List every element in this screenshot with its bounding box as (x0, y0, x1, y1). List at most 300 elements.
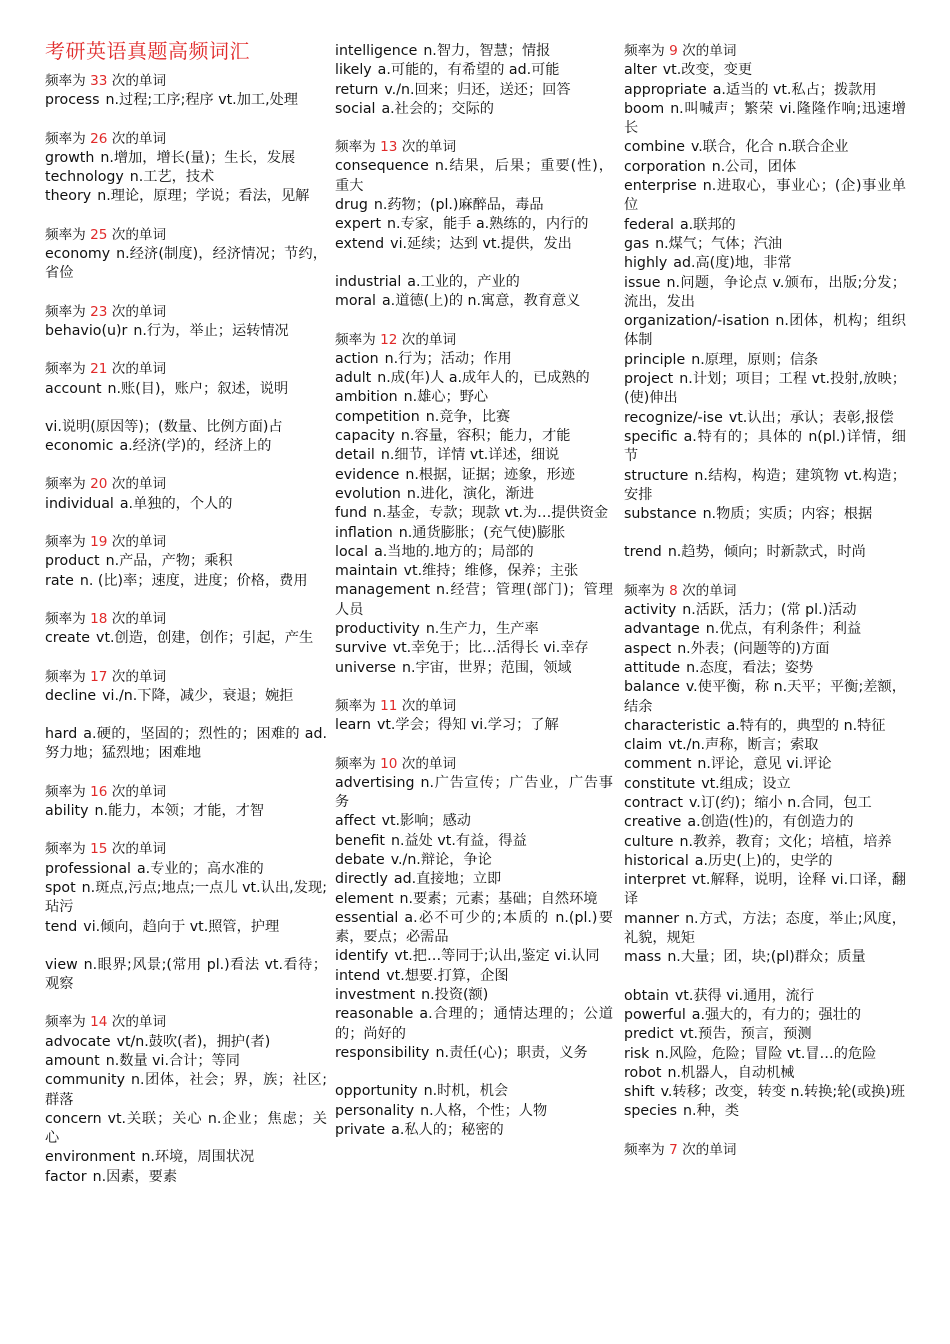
blank-line (624, 968, 906, 987)
frequency-section (624, 582, 906, 1122)
frequency-section (335, 331, 613, 678)
vocab-word: fund (335, 505, 367, 522)
vocab-word: enterprise (624, 178, 697, 195)
vocab-entry (624, 158, 906, 177)
frequency-heading (45, 72, 327, 91)
vocab-word: project (624, 371, 674, 388)
vocab-entry (45, 437, 327, 456)
frequency-heading (335, 697, 613, 716)
frequency-count: 12 (380, 331, 398, 348)
vocab-definition: a.单独的，个人的 (119, 495, 233, 512)
vocab-entry (335, 1005, 613, 1044)
vocab-definition: n.责任(心)；职责，义务 (435, 1044, 588, 1061)
vocab-entry (624, 274, 906, 313)
vocab-entry (624, 235, 906, 254)
frequency-suffix: 次的单词 (107, 841, 167, 858)
vocab-definition: vi.说明(原因等)；(数量、比例方面)占 (45, 418, 283, 435)
frequency-section (624, 1141, 906, 1160)
vocab-definition: n.容量，容积；能力，才能 (400, 428, 571, 445)
vocab-entry (45, 956, 327, 995)
frequency-prefix: 频率为 (45, 841, 91, 858)
vocab-definition: n.原理，原则；信条 (691, 351, 819, 368)
vocab-word: ambition (335, 389, 398, 406)
vocab-definition: v.使平衡，称 n.天平；平衡;差额，结余 (624, 679, 906, 715)
vocab-definition: vt.获得 vi.通用，流行 (674, 987, 815, 1004)
vocab-definition: n.通货膨胀；(充气使)膨胀 (398, 524, 566, 541)
vocab-entry (335, 562, 613, 581)
frequency-prefix: 频率为 (45, 130, 91, 147)
vocab-word: characteristic (624, 717, 721, 734)
vocab-definition: n.斑点,污点;地点;一点儿 vt.认出,发现;玷污 (45, 879, 327, 916)
vocab-entry (45, 1168, 327, 1187)
vocab-entry (335, 408, 613, 427)
vocab-definition: a.专业的；高水准的 (136, 860, 264, 877)
vocab-definition: n.方式，方法；态度，举止;风度，礼貌，规矩 (624, 910, 906, 947)
vocab-entry (335, 659, 613, 678)
vocab-entry (335, 909, 613, 948)
vocab-definition: n.细节，详情 vt.详述，细说 (380, 447, 560, 464)
vocab-entry (45, 380, 327, 399)
vocab-definition: n.工艺，技术 (129, 169, 215, 186)
vocab-entry (624, 871, 906, 910)
frequency-suffix: 次的单词 (107, 226, 167, 243)
vocab-entry (335, 1044, 613, 1063)
vocab-word: detail (335, 447, 375, 464)
frequency-heading (45, 1013, 327, 1032)
frequency-section (624, 42, 906, 563)
vocab-entry (624, 620, 906, 639)
vocab-definition: a.必不可少的;本质的 n.(pl.)要素，要点；必需品 (335, 909, 613, 946)
vocab-entry (335, 1082, 613, 1101)
vocab-entry (335, 986, 613, 1005)
vocab-definition: n.竞争，比赛 (425, 408, 511, 425)
vocab-definition: n.智力，智慧；情报 (423, 43, 551, 59)
vocab-entry (45, 860, 327, 879)
vocab-word: historical (624, 852, 689, 869)
vocab-word: action (335, 350, 379, 367)
vocab-definition: n.结果，后果；重要(性)，重大 (335, 158, 613, 194)
frequency-count: 26 (90, 130, 108, 147)
vocab-definition: a.经济(学)的，经济上的 (119, 438, 272, 455)
vocab-definition: n.药物；(pl.)麻醉品，毒品 (373, 197, 544, 214)
vocab-word: theory (45, 188, 92, 205)
vocab-entry (335, 774, 613, 813)
vocab-definition: a.私人的；秘密的 (391, 1121, 504, 1138)
frequency-heading (45, 610, 327, 629)
frequency-prefix: 频率为 (45, 226, 91, 243)
vocab-entry (45, 918, 327, 937)
vocab-definition: vt.关联；关心 n.企业；焦虑；关心 (45, 1110, 327, 1147)
vocab-entry (624, 61, 906, 80)
vocab-entry (624, 138, 906, 157)
vocab-word: species (624, 1103, 677, 1120)
vocab-word: advertising (335, 774, 415, 791)
frequency-section (45, 303, 327, 342)
vocab-word: specific (624, 428, 678, 445)
vocab-definition: n.团体，机构；组织体制 (624, 313, 906, 349)
vocab-definition: n.宇宙，世界；范围，领域 (402, 659, 572, 676)
frequency-prefix: 频率为 (45, 668, 91, 685)
vocab-definition: a.历史(上)的，史学的 (694, 852, 833, 869)
vocab-entry (335, 81, 613, 100)
vocab-entry (624, 254, 906, 273)
vocab-entry (335, 388, 613, 407)
vocab-definition: n.种，类 (683, 1103, 740, 1120)
vocab-definition: n.益处 vt.有益，得益 (390, 832, 527, 849)
vocab-definition: vt.把…等同于;认出,鉴定 vi.认同 (394, 948, 600, 965)
vocab-word: claim (624, 737, 663, 754)
vocab-entry (335, 292, 613, 311)
vocab-entry (45, 1110, 327, 1149)
vocab-entry (335, 273, 613, 292)
frequency-heading (335, 755, 613, 774)
vocab-word: constitute (624, 775, 696, 792)
vocab-entry (335, 369, 613, 388)
frequency-suffix: 次的单词 (107, 303, 167, 320)
vocab-word: tend (45, 918, 78, 935)
vocab-entry (624, 428, 906, 467)
vocab-entry (45, 149, 327, 168)
vocab-word: moral (335, 293, 376, 310)
vocab-definition: vt.解释，说明，诠释 vi.口译，翻译 (624, 872, 906, 908)
vocab-entry (624, 1064, 906, 1083)
vocab-word: competition (335, 408, 420, 425)
vocab-word: rate (45, 572, 74, 589)
vocab-entry (624, 467, 906, 506)
vocab-definition: a.当地的.地方的；局部的 (374, 543, 534, 560)
vocab-entry (624, 775, 906, 794)
vocab-word: obtain (624, 987, 669, 1004)
vocab-definition: n.雄心；野心 (403, 389, 489, 406)
blank-line (335, 254, 613, 273)
vocab-entry (624, 100, 906, 139)
vocab-entry (624, 81, 906, 100)
vocab-definition: v.联合，化合 n.联合企业 (690, 139, 849, 156)
vocab-word: appropriate (624, 81, 707, 98)
frequency-suffix: 次的单词 (107, 73, 167, 89)
vocab-word: responsibility (335, 1044, 430, 1061)
vocab-word: evidence (335, 466, 400, 483)
vocab-entry (45, 552, 327, 571)
vocab-word: likely (335, 62, 372, 79)
vocab-definition: a.工业的，产业的 (407, 273, 520, 290)
vocab-definition: n.活跃，活力；(常 pl.)活动 (682, 602, 857, 619)
vocab-entry (335, 947, 613, 966)
vocab-entry (45, 572, 327, 591)
column-3 (624, 36, 906, 1160)
vocab-entry (624, 1045, 906, 1064)
vocab-definition: n.煤气；气体；汽油 (655, 235, 783, 252)
vocab-definition: a.创造(性)的，有创造力的 (687, 814, 854, 831)
frequency-heading (45, 360, 327, 379)
frequency-section (45, 130, 327, 207)
vocab-word: boom (624, 100, 665, 117)
vocab-definition: vi.延续；达到 vt.提供，发出 (390, 235, 572, 252)
vocab-entry (45, 687, 327, 706)
frequency-section (45, 840, 327, 994)
vocab-word: professional (45, 860, 131, 877)
frequency-count: 7 (669, 1141, 678, 1158)
frequency-prefix: 频率为 (624, 1141, 670, 1158)
vocab-definition: n.趋势，倾向；时新款式，时尚 (667, 544, 866, 561)
vocab-word: expert (335, 216, 382, 233)
vocab-entry (335, 427, 613, 446)
vocab-entry (624, 794, 906, 813)
vocab-word: issue (624, 274, 661, 291)
vocab-entry (335, 504, 613, 523)
vocab-definition: vt/n.鼓吹(者)，拥护(者) (116, 1033, 271, 1050)
vocab-definition: vt.维持；维修，保养；主张 (403, 563, 579, 580)
vocab-word: debate (335, 851, 385, 868)
frequency-prefix: 频率为 (335, 331, 381, 348)
vocab-definition: n.计划；项目；工程 vt.投射,放映；(使)伸出 (624, 371, 906, 407)
frequency-count: 25 (90, 226, 108, 243)
frequency-count: 18 (90, 610, 108, 627)
vocab-word: structure (624, 467, 689, 484)
frequency-prefix: 频率为 (45, 361, 91, 378)
frequency-prefix: 频率为 (45, 73, 91, 89)
vocab-word: advantage (624, 621, 700, 638)
vocab-definition: n.结构，构造；建筑物 vt.构造；安排 (624, 467, 906, 503)
vocab-word: gas (624, 235, 650, 252)
frequency-section (45, 533, 327, 591)
frequency-count: 10 (380, 755, 398, 772)
vocab-definition: vt.学会；得知 vi.学习；了解 (376, 717, 559, 734)
vocab-entry (335, 235, 613, 254)
vocab-definition: n.专家，能手 a.熟练的，内行的 (387, 216, 589, 233)
frequency-heading (45, 303, 327, 322)
vocab-definition: a.联邦的 (679, 216, 736, 233)
vocab-word: essential (335, 909, 399, 926)
vocab-entry (335, 851, 613, 870)
vocab-entry (335, 1121, 613, 1140)
vocab-definition: n.根据，证据；迹象，形迹 (405, 466, 575, 483)
frequency-heading (45, 840, 327, 859)
frequency-suffix: 次的单词 (107, 610, 167, 627)
frequency-section (45, 475, 327, 514)
vocab-definition: n.行为，举止；运转情况 (133, 322, 289, 339)
vocab-word: environment (45, 1149, 136, 1166)
vocab-definition: a.合理的；通情达理的；公道的；尚好的 (335, 1006, 613, 1042)
frequency-prefix: 频率为 (335, 139, 381, 156)
vocab-word: principle (624, 351, 686, 368)
frequency-count: 11 (380, 697, 398, 714)
frequency-section (45, 783, 327, 822)
column-1 (45, 36, 327, 1187)
vocab-entry (335, 446, 613, 465)
vocab-definition: a.道德(上)的 n.寓意，教育意义 (381, 293, 581, 310)
vocab-definition: v./n.辩论，争论 (390, 851, 492, 868)
frequency-section (45, 1013, 327, 1187)
vocab-word: affect (335, 813, 376, 830)
vocab-entry (335, 543, 613, 562)
vocab-definition: n.经济(制度)，经济情况；节约，省俭 (45, 246, 327, 282)
vocab-word: aspect (624, 640, 672, 657)
vocab-definition: a.特有的；具体的 n(pl.)详情，细节 (624, 428, 906, 465)
vocab-entry (624, 177, 906, 216)
vocab-word: robot (624, 1064, 662, 1081)
vocab-word: substance (624, 506, 697, 523)
vocab-entry (335, 215, 613, 234)
frequency-section (45, 610, 327, 649)
vocab-definition: n.态度，看法；姿势 (686, 659, 814, 676)
vocab-definition: n.成(年)人 a.成年人的，已成熟的 (377, 370, 590, 387)
vocab-definition: a.特有的，典型的 n.特征 (726, 717, 886, 734)
vocab-word: activity (624, 602, 677, 619)
frequency-suffix: 次的单词 (107, 668, 167, 685)
vocab-entry (624, 601, 906, 620)
frequency-suffix: 次的单词 (397, 139, 457, 156)
frequency-suffix: 次的单词 (107, 476, 167, 493)
vocab-definition: n.团体，社会；界，族；社区;群落 (45, 1072, 327, 1108)
vocab-definition: a.强大的，有力的；强壮的 (691, 1006, 862, 1023)
vocab-word: attitude (624, 659, 681, 676)
frequency-heading (45, 783, 327, 802)
frequency-count: 21 (90, 361, 108, 378)
vocab-definition: n.公司，团体 (711, 158, 797, 175)
vocab-definition: v.订(约)；缩小 n.合同，包工 (688, 794, 872, 811)
vocab-entry (624, 987, 906, 1006)
vocab-definition: n.风险，危险；冒险 vt.冒…的危险 (655, 1045, 877, 1062)
vocab-word: highly (624, 255, 668, 272)
frequency-count: 14 (90, 1014, 108, 1031)
vocab-word: create (45, 630, 91, 647)
vocab-entry (335, 100, 613, 119)
vocab-definition: n.大量；团，块;(pl)群众；质量 (667, 949, 866, 966)
vocab-word: federal (624, 216, 674, 233)
vocab-word: contract (624, 794, 683, 811)
frequency-section (45, 226, 327, 284)
vocab-definition: n.外表；(问题等的)方面 (677, 640, 830, 657)
vocab-word: amount (45, 1052, 100, 1069)
vocab-word: combine (624, 139, 685, 156)
vocab-definition: vt.改变，变更 (662, 62, 753, 79)
frequency-prefix: 频率为 (45, 1014, 91, 1031)
vocab-entry (45, 1052, 327, 1071)
vocab-word: directly (335, 871, 388, 888)
vocab-word: mass (624, 949, 662, 966)
blank-line (335, 1063, 613, 1082)
vocab-word: benefit (335, 832, 385, 849)
vocab-definition: vt.创造，创建，创作；引起，产生 (96, 630, 314, 647)
vocab-entry (45, 1071, 327, 1110)
frequency-prefix: 频率为 (45, 783, 91, 800)
vocab-word: drug (335, 197, 368, 214)
vocab-definition: n.问题，争论点 v.颁布，出版;分发；流出，发出 (624, 274, 906, 310)
vocab-definition: n.数量 vi.合计；等同 (105, 1052, 240, 1069)
vocab-word: factor (45, 1168, 87, 1185)
vocab-entry (624, 948, 906, 967)
vocab-definition: vt./n.声称，断言；索取 (668, 737, 819, 754)
frequency-heading (45, 475, 327, 494)
vocab-entry (624, 852, 906, 871)
vocab-entry (624, 910, 906, 949)
frequency-suffix: 次的单词 (397, 755, 457, 772)
vocab-word: economy (45, 246, 111, 263)
vocab-entry (335, 466, 613, 485)
frequency-heading (335, 331, 613, 350)
vocab-entry (624, 1083, 906, 1102)
frequency-suffix: 次的单词 (677, 582, 737, 599)
frequency-count: 33 (90, 73, 108, 89)
vocab-entry (335, 1102, 613, 1121)
frequency-prefix: 频率为 (624, 582, 670, 599)
vocab-word: ability (45, 803, 89, 820)
frequency-count: 19 (90, 534, 108, 551)
vocab-word: evolution (335, 485, 401, 502)
frequency-suffix: 次的单词 (397, 697, 457, 714)
vocab-definition: n.能力，本领；才能，才智 (94, 803, 265, 820)
vocab-word: advocate (45, 1033, 111, 1050)
vocab-word: view (45, 956, 78, 973)
vocab-word: consequence (335, 158, 429, 175)
vocab-definition: n.人格，个性；人物 (420, 1102, 548, 1119)
vocab-entry (624, 717, 906, 736)
vocab-entry (624, 1006, 906, 1025)
vocab-word: personality (335, 1102, 415, 1119)
vocab-definition: a.硬的，坚固的；烈性的；困难的 ad.努力地；猛烈地；困难地 (45, 726, 327, 762)
page-title: 考研英语真题高频词汇 (45, 39, 250, 63)
vocab-word: industrial (335, 273, 402, 290)
vocab-definition: vt.幸免于；比…活得长 vi.幸存 (392, 640, 589, 657)
vocab-definition: vt.预告，预言，预测 (679, 1026, 812, 1043)
blank-line (624, 524, 906, 543)
vocab-word: culture (624, 833, 674, 850)
frequency-suffix: 次的单词 (107, 130, 167, 147)
vocab-word: creative (624, 814, 682, 831)
vocab-definition: n.评论，意见 vi.评论 (697, 756, 832, 773)
vocab-definition: n.环境，周围状况 (141, 1149, 255, 1166)
frequency-prefix: 频率为 (45, 303, 91, 320)
frequency-heading (335, 138, 613, 157)
vocab-entry (624, 216, 906, 235)
vocab-definition: n.经营；管理(部门)；管理人员 (335, 582, 613, 618)
blank-line (45, 399, 327, 418)
vocab-word: community (45, 1072, 126, 1089)
vocab-definition: vt.组成；设立 (701, 775, 791, 792)
vocab-definition: v./n.回来；归还，送还；回答 (384, 81, 571, 98)
vocab-entry (335, 524, 613, 543)
vocab-word: recognize/-ise (624, 409, 723, 426)
vocab-entry (335, 620, 613, 639)
vocab-word: reasonable (335, 1006, 414, 1023)
vocab-entry (45, 91, 327, 110)
vocab-entry (624, 813, 906, 832)
vocab-entry (45, 1148, 327, 1167)
vocab-entry (335, 890, 613, 909)
vocab-definition: n.投资(额) (421, 987, 489, 1004)
vocab-entry (624, 678, 906, 717)
frequency-count: 20 (90, 476, 108, 493)
frequency-heading (624, 1141, 906, 1160)
vocab-entry (45, 802, 327, 821)
frequency-prefix: 频率为 (335, 697, 381, 714)
vocab-word: product (45, 553, 100, 570)
vocab-definition: a.适当的 vt.私占；拨款用 (712, 81, 877, 98)
vocab-word: predict (624, 1026, 674, 1043)
vocab-word: inflation (335, 524, 393, 541)
vocab-definition: n.时机，机会 (423, 1083, 509, 1100)
column-2 (335, 36, 613, 1140)
vocab-word: opportunity (335, 1083, 418, 1100)
frequency-suffix: 次的单词 (107, 361, 167, 378)
vocab-entry (45, 725, 327, 764)
vocab-word: organization/-isation (624, 313, 770, 330)
vocab-entry (335, 581, 613, 620)
vocab-definition: n.教养，教育；文化；培植，培养 (679, 833, 892, 850)
vocab-entry (624, 736, 906, 755)
frequency-suffix: 次的单词 (677, 1141, 737, 1158)
